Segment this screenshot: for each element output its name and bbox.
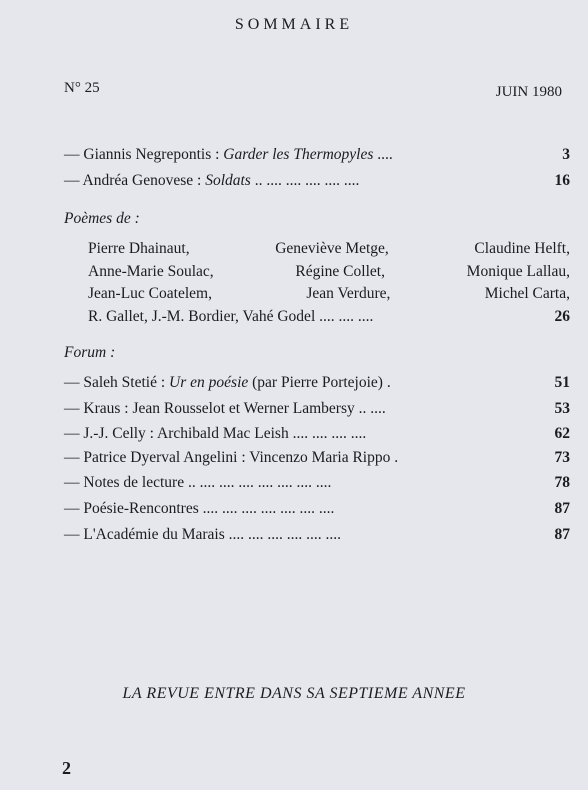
toc-entry-text: — Notes de lecture .. .... .... .... .... .... .... .... — [64, 474, 332, 491]
entry-page: 78 — [554, 474, 570, 491]
toc-entry — [64, 500, 570, 522]
entry-page: 87 — [554, 526, 570, 543]
toc-entry-text: — Patrice Dyerval Angelini : Vincenzo Maria Rippo . — [64, 449, 399, 466]
toc-entry-text: — L'Académie du Marais .... .... .... .... .... .... — [64, 526, 342, 543]
toc-entry-text: — Poésie-Rencontres .... .... .... .... .... .... .... — [64, 500, 335, 517]
toc-entry-text — [64, 146, 393, 164]
poets-line — [88, 238, 570, 261]
toc-entry-text: — J.-J. Celly : Archibald Mac Leish .... .... .... .... — [64, 425, 367, 442]
toc-entry — [64, 146, 570, 168]
page-title: SOMMAIRE — [234, 16, 354, 33]
entry-text-post: (par Pierre Portejoie) . — [248, 374, 391, 391]
poet-name: Pierre Dhainaut, — [88, 240, 190, 257]
entry-page: 26 — [554, 307, 570, 325]
issue-date: JUIN 1980 — [495, 84, 562, 100]
poets-line-last — [88, 306, 570, 329]
entry-page: 87 — [554, 500, 570, 517]
entry-leader: .... — [373, 146, 393, 163]
poet-name: Geneviève Metge, — [275, 240, 389, 257]
announcement: LA REVUE ENTRE DANS SA SEPTIEME ANNEE — [122, 685, 466, 702]
toc-entry — [64, 374, 570, 396]
entry-text-pre: — Saleh Stetié : — [64, 374, 170, 391]
entry-page: 53 — [554, 400, 570, 417]
poets-list — [88, 238, 570, 328]
forum-heading: Forum : — [64, 344, 116, 361]
poets-line — [88, 261, 570, 284]
entry-work: Garder les Thermopyles — [223, 146, 374, 163]
entry-leader: .. .... .... .... .... .... — [250, 172, 360, 189]
poets-line — [88, 283, 570, 306]
entry-work: Soldats — [205, 172, 251, 189]
poet-name: Jean-Luc Coatelem, — [88, 285, 212, 302]
poems-heading: Poèmes de : — [64, 210, 140, 227]
toc-entry — [64, 526, 570, 548]
poet-name: Jean Verdure, — [306, 285, 391, 302]
page-number: 2 — [62, 758, 71, 778]
entry-author: — Giannis Negrepontis : — [64, 146, 220, 163]
poet-name: Régine Collet, — [295, 262, 385, 280]
issue-number: N° 25 — [64, 80, 100, 96]
toc-entry-text — [64, 374, 391, 392]
poet-name: Monique Lallau, — [466, 262, 570, 280]
toc-entry — [64, 425, 570, 447]
toc-entry — [64, 400, 570, 422]
entry-page: 16 — [554, 172, 570, 189]
entry-page: 73 — [554, 449, 570, 466]
toc-entry — [64, 474, 570, 496]
entry-author: — Andréa Genovese : — [64, 172, 202, 189]
entry-page: 3 — [562, 146, 570, 163]
toc-entry-text — [64, 172, 359, 190]
poets-last-text: R. Gallet, J.-M. Bordier, Vahé Godel .... .... .... — [88, 307, 374, 325]
toc-entry — [64, 172, 570, 194]
entry-page: 62 — [554, 425, 570, 442]
entry-page: 51 — [554, 374, 570, 391]
poet-name: Claudine Helft, — [474, 240, 570, 257]
toc-entry-text: — Kraus : Jean Rousselot et Werner Lambersy .. .... — [64, 400, 386, 417]
poet-name: Anne-Marie Soulac, — [88, 262, 214, 280]
toc-entry — [64, 449, 570, 471]
poet-name: Michel Carta, — [484, 285, 570, 302]
entry-work: Ur en poésie — [169, 374, 249, 391]
